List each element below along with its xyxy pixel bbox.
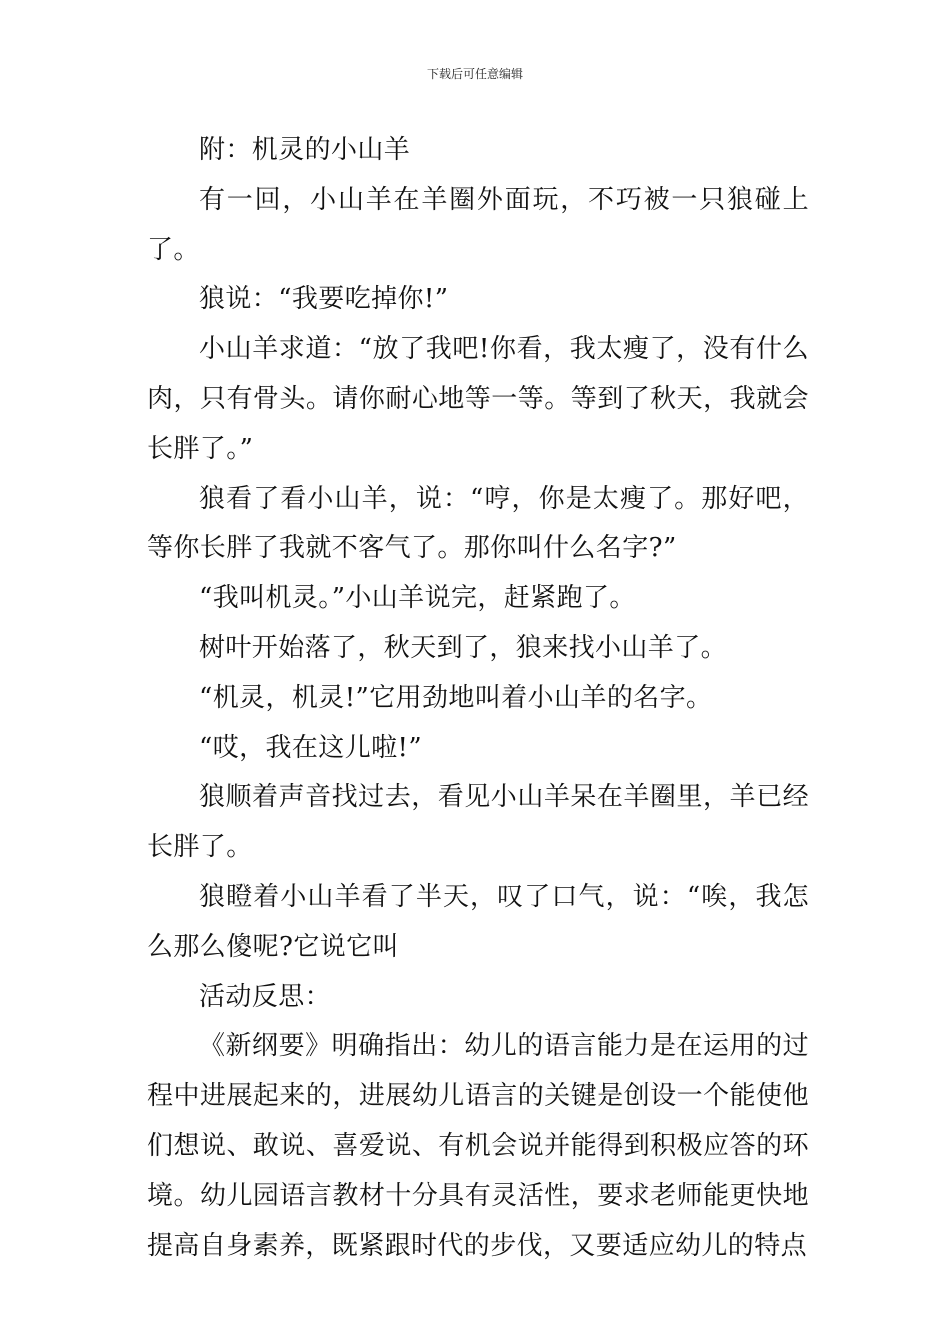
- paragraph: 狼瞪着小山羊看了半天，叹了口气，说：“唉，我怎么那么傻呢?它说它叫: [147, 881, 809, 962]
- document-body: [147, 126, 809, 1271]
- paragraph: 狼看了看小山羊，说：“哼，你是太瘦了。那好吧，等你长胖了我就不客气了。那你叫什么名字?”: [147, 483, 809, 564]
- paragraph: 有一回，小山羊在羊圈外面玩，不巧被一只狼碰上了。: [147, 184, 809, 265]
- paragraph: 狼顺着声音找过去，看见小山羊呆在羊圈里，羊已经长胖了。: [147, 782, 809, 863]
- paragraph: 树叶开始落了，秋天到了，狼来找小山羊了。: [199, 632, 728, 663]
- paragraph: 《新纲要》明确指出：幼儿的语言能力是在运用的过程中进展起来的，进展幼儿语言的关键是创设一个能使他们想说、敢说、喜爱说、有机会说并能得到积极应答的环境。幼儿园语言教材十分具有灵活性，要求老师能更快地提高自身素养，既紧跟时代的步伐，又要适应幼儿的特点: [147, 1031, 809, 1261]
- paragraph: 小山羊求道：“放了我吧!你看，我太瘦了，没有什么肉，只有骨头。请你耐心地等一等。等到了秋天，我就会长胖了。”: [147, 334, 809, 464]
- section-title: 附：机灵的小山羊: [199, 135, 411, 165]
- paragraph: “我叫机灵。”小山羊说完，赶紧跑了。: [199, 583, 636, 614]
- page-header-note: 下载后可任意编辑: [426, 67, 523, 81]
- paragraph: “哎，我在这儿啦!”: [199, 732, 423, 763]
- paragraph: “机灵，机灵!”它用劲地叫着小山羊的名字。: [199, 682, 713, 713]
- section-title: 活动反思：: [199, 981, 332, 1012]
- paragraph: 狼说：“我要吃掉你!”: [199, 284, 449, 315]
